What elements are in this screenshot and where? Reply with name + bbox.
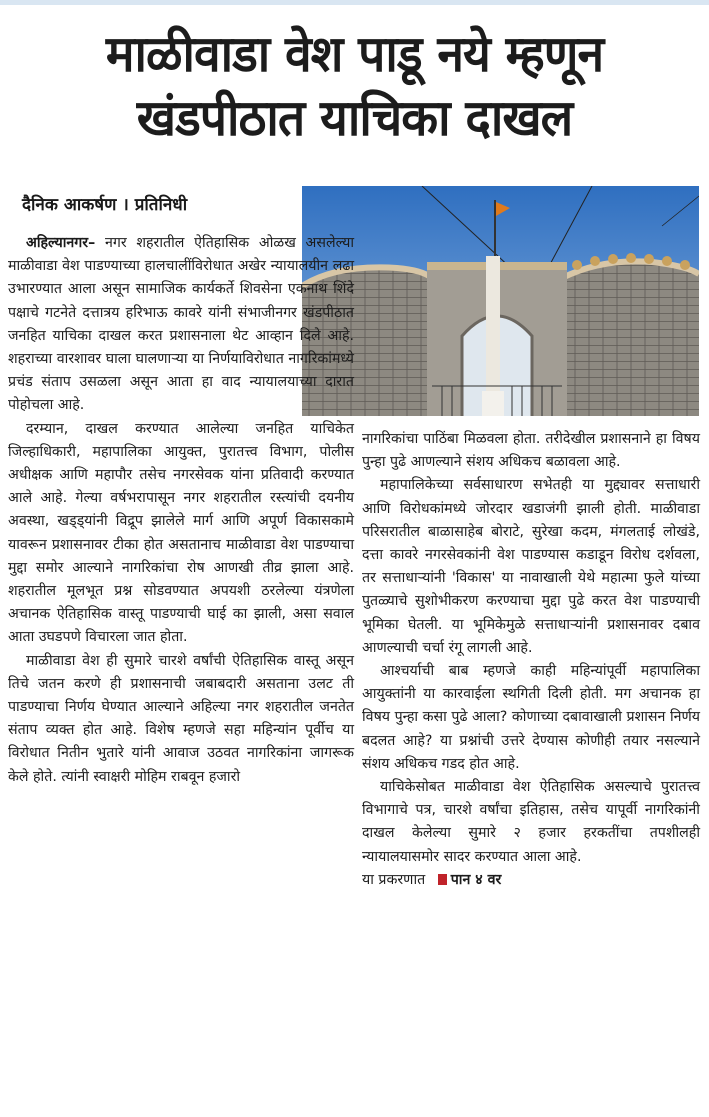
- continued-label: पान ४ वर: [450, 871, 502, 888]
- article-paragraph: महापालिकेच्या सर्वसाधारण सभेतही या मुद्द्यावर सत्ताधारी आणि विरोधकांमध्ये जोरदार खडाजंगी झाली होती. माळीवाडा परिसरातील बाळासाहेब बोराटे, सुरेखा कदम, मंगलताई लोखंडे, दत्ता कावरे नगरसेवकांनी वेश पाडण्यास कडाडून विरोध दर्शवला, तर सत्ताधाऱ्यांनी 'विकास' या नावाखाली येथे महात्मा फुले यांच्या पुतळ्याचे सुशोभीकरण करण्याचा मुद्दा पुढे करत वेश पाडण्याची भूमिका घेतली. या भूमिकेमुळे सत्ताधाऱ्यांनी प्रशासनावर दबाव आणल्याची चर्चा रंगू लागली आहे.: [362, 477, 700, 656]
- byline: [22, 192, 292, 218]
- article-headline: [24, 22, 685, 150]
- article-column-left: [8, 232, 354, 789]
- continued-on-page-link[interactable]: [430, 872, 502, 888]
- fort-gate-illustration: [302, 186, 699, 416]
- byline-separator: ।: [122, 195, 129, 215]
- headline-line-2: खंडपीठात याचिका दाखल: [136, 89, 573, 147]
- article-paragraph-last: [362, 869, 700, 892]
- dateline: अहिल्यानगर–: [26, 235, 96, 251]
- article-column-right: [362, 428, 700, 892]
- article-paragraph: आश्चर्याची बाब म्हणजे काही महिन्यांपूर्वी महापालिका आयुक्तांनी या कारवाईला स्थगिती दिली होती. मग अचानक हा विषय पुन्हा कसा पुढे आला? कोणाच्या दबावाखाली प्रशासन निर्णय बदलत आहे? या प्रश्नांची उत्तरे देण्यास कोणीही तयार नसल्याने संशय अधिकच गडद होत आहे.: [362, 663, 700, 772]
- article-paragraph: दरम्यान, दाखल करण्यात आलेल्या जनहित याचिकेत जिल्हाधिकारी, महापालिका आयुक्त, पुरातत्त्व विभाग, पोलीस अधीक्षक आणि महापौर तसेच नगरसेवक यांना प्रतिवादी करण्यात आले आहे. गेल्या वर्षभरापासून नगर शहरातील रस्त्यांची दयनीय अवस्था, खड्ड्यांनी विद्रूप झालेले मार्ग आणि अपूर्ण विकासकामे यावरून प्रशासनावर टीका होत असतानाच माळीवाडा वेश पाडण्याचा मुद्दा समोर आल्याने नागरिकांचा रोष आणखी तीव्र झाला आहे. शहरातील मूलभूत प्रश्न सोडवण्यात अपयशी ठरलेल्या यंत्रणेला अचानक ऐतिहासिक वास्तू पाडण्याची घाई का झाली, असा सवाल आता उघडपणे विचारला जात होता.: [8, 420, 354, 646]
- page-top-rule: [0, 0, 709, 5]
- article-paragraph: याचिकेसोबत माळीवाडा वेश ऐतिहासिक असल्याचे पुरातत्त्व विभागाचे पत्र, चारशे वर्षांचा इतिहास, तसेच यापूर्वी नागरिकांनी दाखल केलेल्या सुमारे २ हजार हरकतींचा तपशीलही न्यायालयासमोर सादर करण्यात आला आहे.: [362, 779, 700, 865]
- paragraph-7-start: या प्रकरणात: [362, 871, 426, 888]
- byline-reporter: प्रतिनिधी: [134, 195, 188, 215]
- article-paragraph: नागरिकांचा पाठिंबा मिळवला होता. तरीदेखील प्रशासनाने हा विषय पुन्हा पुढे आणल्याने संशय अधिकच बळावला आहे.: [362, 431, 700, 471]
- fort-gate-photo: [302, 186, 699, 416]
- headline-line-1: माळीवाडा वेश पाडू नये म्हणून: [105, 25, 604, 83]
- paragraph-1-text: नगर शहरातील ऐतिहासिक ओळख असलेल्या माळीवाडा वेश पाडण्याच्या हालचालींविरोधात अखेर न्यायालयीन लढा उभारण्यात आला असून सामाजिक कार्यकर्ते शिवसेना एकनाथ शिंदे पक्षाचे गटनेते दत्तात्रय हरिभाऊ कावरे यांनी संभाजीनगर खंडपीठात जनहित याचिका दाखल करत प्रशासनाला थेट आव्हान दिले आहे. शहराच्या वारशावर घाला घालणाऱ्या या निर्णयाविरोधात नागरिकांमध्ये प्रचंड संताप उसळला असून आता हा वाद न्यायालयाच्या दारात पोहोचला आहे.: [8, 235, 354, 414]
- article-paragraph: माळीवाडा वेश ही सुमारे चारशे वर्षांची ऐतिहासिक वास्तू असून तिचे जतन करणे ही प्रशासनाची जबाबदारी असताना उलट ती पाडण्याचा निर्णय घेण्यात आल्याने अहिल्या नगर शहरातील जनतेत संताप व्यक्त होत आहे. विशेष म्हणजे सहा महिन्यांन पूर्वीच या विरोधात नितीन भुतारे यांनी आवाज उठवत नागरिकांना जागरूक केले होते. त्यांनी स्वाक्षरी मोहिम राबवून हजारो: [8, 652, 354, 785]
- byline-source: दैनिक आकर्षण: [22, 195, 117, 215]
- red-square-icon: [438, 874, 447, 885]
- article-paragraph: [8, 232, 354, 418]
